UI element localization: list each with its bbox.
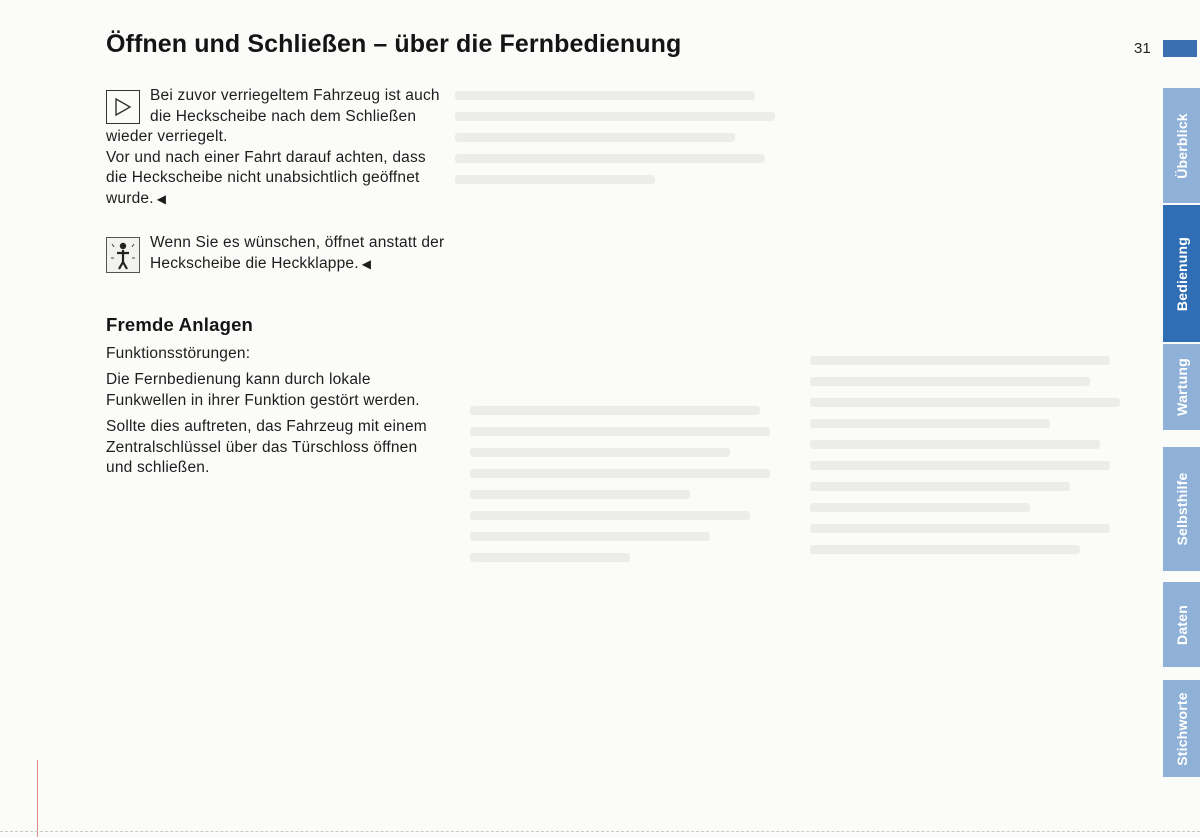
tab-wartung[interactable]: Wartung: [1163, 344, 1200, 430]
section-fremde-anlagen: [106, 315, 446, 479]
section-heading: Fremde Anlagen: [106, 314, 254, 335]
page-edge: [0, 831, 1200, 833]
tab-stichworte[interactable]: Stichworte: [1163, 680, 1200, 777]
tab-selbsthilfe[interactable]: Selbsthilfe: [1163, 447, 1200, 571]
tab-ueberblick[interactable]: Überblick: [1163, 88, 1200, 203]
bleed-through: [455, 85, 785, 196]
crop-mark: [37, 760, 38, 837]
note-block: [106, 86, 446, 209]
end-mark-icon: ◀: [156, 191, 167, 206]
note-text: Bei zuvor verriegeltem Fahrzeug ist auch die Heckscheibe nach dem Schließen wieder verriegelt.: [106, 87, 440, 145]
section-body-2: Sollte dies auftreten, das Fahrzeug mit einem Zentralschlüssel über das Türschloss öffnen und schließen.: [106, 418, 427, 476]
environment-note-block: [106, 233, 446, 275]
note-arrow-icon: [106, 90, 140, 124]
environment-person-icon: [106, 237, 140, 273]
section-body-1: Die Fernbedienung kann durch lokale Funkwellen in ihrer Funktion gestört werden.: [106, 371, 420, 409]
page-marker: [1163, 40, 1197, 57]
bleed-through: [810, 350, 1140, 566]
tab-daten[interactable]: Daten: [1163, 582, 1200, 667]
section-label: Funktionsstörungen:: [106, 344, 251, 362]
page-number: 31: [1134, 40, 1151, 57]
page-title: Öffnen und Schließen – über die Fernbedienung: [106, 30, 682, 58]
note-text-continued: Vor und nach einer Fahrt darauf achten, dass die Heckscheibe nicht unabsichtlich geöffnet wurde. ◀: [106, 148, 446, 210]
bleed-through: [470, 400, 780, 574]
end-mark-icon: ◀: [361, 256, 372, 271]
environment-note-text: Wenn Sie es wünschen, öffnet anstatt der Heckscheibe die Heckklappe. ◀: [106, 233, 446, 274]
tab-bedienung[interactable]: Bedienung: [1163, 205, 1200, 342]
